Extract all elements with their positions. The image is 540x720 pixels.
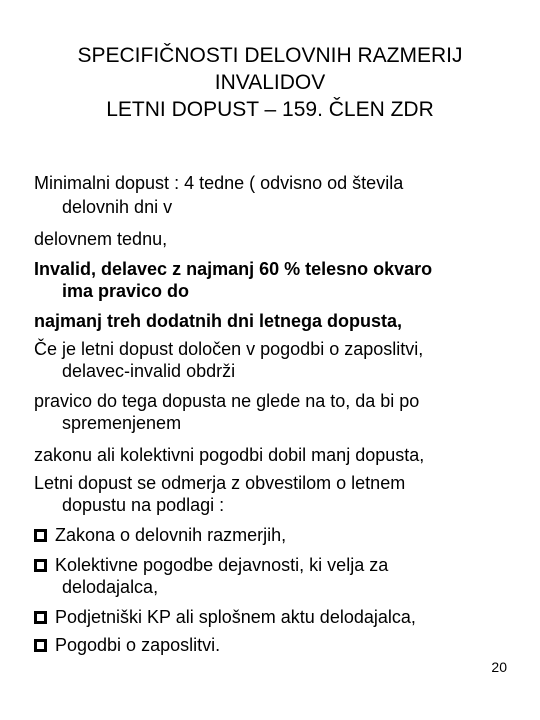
square-bullet-icon <box>34 559 47 572</box>
bullet-text: Pogodbi o zaposlitvi. <box>55 635 221 655</box>
title-line-2: INVALIDOV <box>214 71 326 94</box>
body-line: delovnih dni v <box>62 197 173 217</box>
body-line: Invalid, delavec z najmanj 60 % telesno okvaro <box>34 259 433 279</box>
bullet-text: Kolektivne pogodbe dejavnosti, ki velja za <box>55 555 389 575</box>
bullet-text: Podjetniški KP ali splošnem aktu delodajalca, <box>55 607 416 627</box>
body-line: Minimalni dopust : 4 tedne ( odvisno od števila <box>34 173 404 193</box>
square-bullet-icon <box>34 639 47 652</box>
body-line: pravico do tega dopusta ne glede na to, da bi po <box>34 391 420 411</box>
bullet-item <box>34 524 286 546</box>
title-line-1: SPECIFIČNOSTI DELOVNIH RAZMERIJ <box>77 44 463 67</box>
bullet-text: Zakona o delovnih razmerjih, <box>55 525 287 545</box>
body-line: zakonu ali kolektivni pogodbi dobil manj dopusta, <box>34 445 425 465</box>
body-line: ima pravico do <box>62 281 190 301</box>
body-line: spremenjenem <box>62 413 182 433</box>
bullet-item <box>34 634 220 656</box>
bullet-item <box>34 606 416 628</box>
square-bullet-icon <box>34 611 47 624</box>
bullet-continuation: delodajalca, <box>62 577 159 597</box>
body-line: najmanj treh dodatnih dni letnega dopusta, <box>34 311 403 331</box>
page-number: 20 <box>491 659 507 675</box>
body-line: Če je letni dopust določen v pogodbi o zaposlitvi, <box>34 339 424 359</box>
body-line: delovnem tednu, <box>34 229 168 249</box>
body-line: Letni dopust se odmerja z obvestilom o letnem <box>34 473 406 493</box>
bullet-item <box>34 554 388 576</box>
title-line-3: LETNI DOPUST – 159. ČLEN ZDR <box>106 98 434 121</box>
square-bullet-icon <box>34 529 47 542</box>
body-line: dopustu na podlagi : <box>62 495 225 515</box>
body-line: delavec-invalid obdrži <box>62 361 236 381</box>
slide-title <box>20 42 520 123</box>
